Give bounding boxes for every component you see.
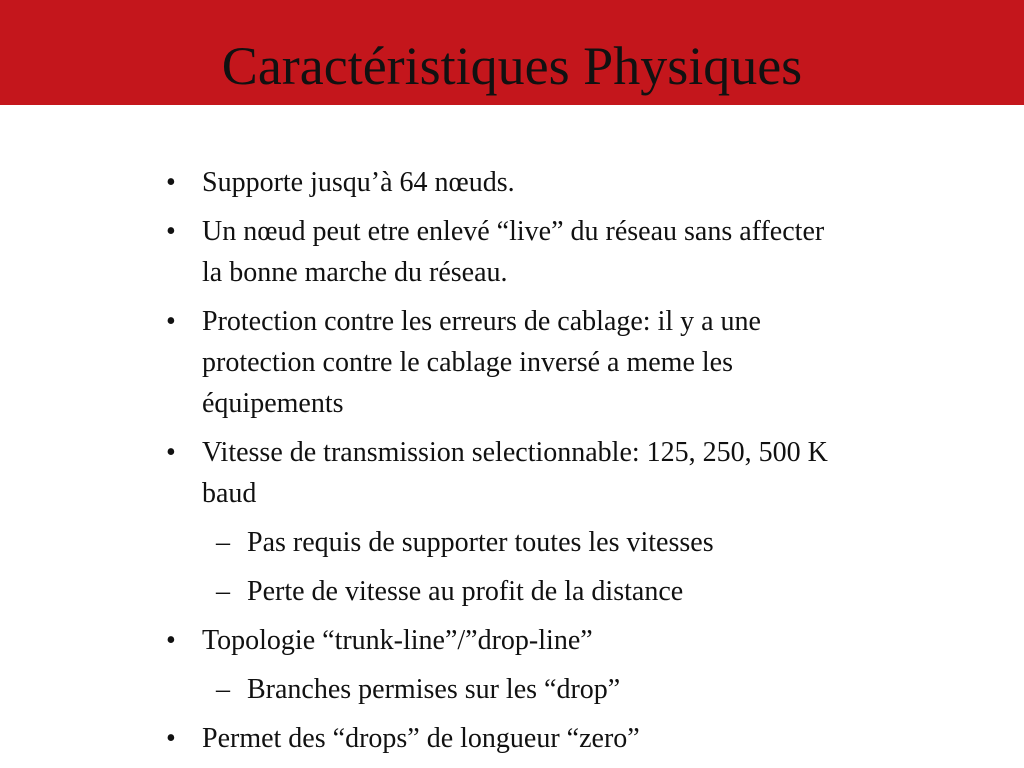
sub-list-item: [160, 522, 840, 563]
bullet-icon: •: [166, 625, 176, 656]
dash-icon: –: [216, 674, 230, 705]
list-item-text: Un nœud peut etre enlevé “live” du réseau sans affecter la bonne marche du réseau.: [202, 216, 825, 288]
bullet-icon: •: [166, 723, 176, 754]
list-item-text: Supporte jusqu’à 64 nœuds.: [202, 167, 515, 198]
dash-icon: –: [216, 527, 230, 558]
bullet-icon: •: [166, 216, 176, 247]
bullet-icon: •: [166, 167, 176, 198]
list-item: [160, 162, 840, 203]
list-item: [160, 620, 840, 661]
bullet-icon: •: [166, 306, 176, 337]
list-item-text: Permet des “drops” de longueur “zero”: [202, 723, 640, 754]
list-item: [160, 718, 840, 759]
list-item: [160, 211, 840, 293]
sub-list-item-text: Branches permises sur les “drop”: [247, 674, 621, 705]
list-item-text: Vitesse de transmission selectionnable: 125, 250, 500 K baud: [202, 437, 828, 509]
sub-list-item-text: Perte de vitesse au profit de la distance: [247, 576, 684, 607]
bullet-list: [160, 162, 840, 767]
sub-list-item: [160, 571, 840, 612]
list-item-text: Protection contre les erreurs de cablage: il y a une protection contre le cablage inversé a meme les équipements: [202, 306, 761, 419]
list-item: [160, 432, 840, 514]
list-item-text: Topologie “trunk-line”/”drop-line”: [202, 625, 593, 656]
bullet-icon: •: [166, 437, 176, 468]
sub-list-item: [160, 669, 840, 710]
list-item: [160, 301, 840, 424]
sub-list-item-text: Pas requis de supporter toutes les vitesses: [247, 527, 714, 558]
dash-icon: –: [216, 576, 230, 607]
slide-title: Caractéristiques Physiques: [221, 36, 803, 96]
